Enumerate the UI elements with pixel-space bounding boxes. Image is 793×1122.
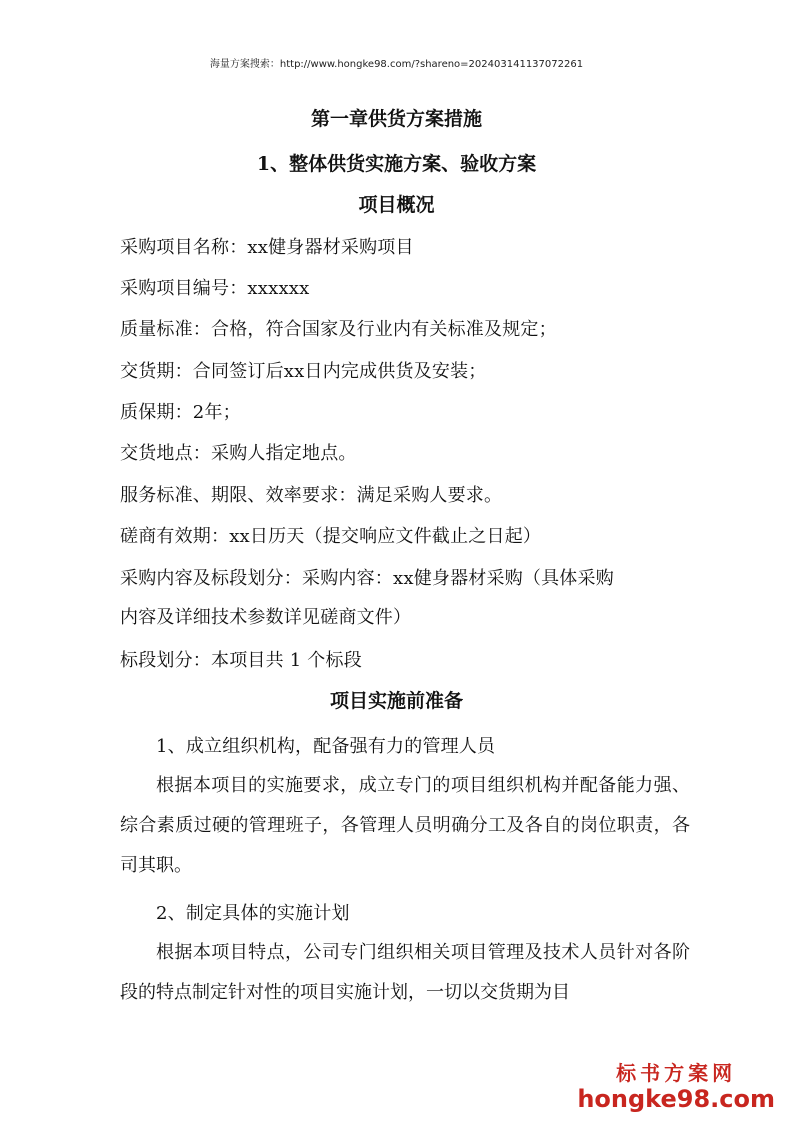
prep-heading: 项目实施前准备 xyxy=(329,690,463,712)
overview-line-service-standard: 服务标准、期限、效率要求：满足采购人要求。 xyxy=(120,485,503,506)
header-url: 海量方案搜索：http://www.hongke98.com/?shareno=2024031411370722​61 xyxy=(209,59,584,70)
overview-line-quality: 质量标准：合格，符合国家及行业内有关标准及规定； xyxy=(120,319,557,340)
overview-line-content-cont: 内容及详细技术参数详见磋商文件） xyxy=(120,607,412,628)
overview-line-project-name: 采购项目名称：xx健身器材采购项目 xyxy=(120,237,414,258)
watermark-title: 标书方案网 xyxy=(616,1061,737,1085)
overview-line-project-number: 采购项目编号：xxxxxx xyxy=(120,278,310,299)
overview-line-content: 采购内容及标段划分：采购内容：xx健身器材采购（具体采购 xyxy=(120,568,614,589)
overview-line-delivery-place: 交货地点：采购人指定地点。 xyxy=(120,443,357,464)
watermark-logo xyxy=(577,1057,775,1112)
chapter-title: 第一章供货方案措施 xyxy=(310,108,482,130)
watermark-domain: hongke98.com xyxy=(577,1085,775,1113)
section-title: 1、整体供货实施方案、验收方案 xyxy=(256,153,537,175)
prep-item1-body: 根据本项目的实施要求，成立专门的项目组织机构并配备能力强、综合素质过硬的管理班子，各管理人员明确分工及各自的岗位职责，各司其职。 xyxy=(120,775,690,876)
overview-line-lots: 标段划分：本项目共 1 个标段 xyxy=(120,650,362,671)
overview-line-delivery-period: 交货期：合同签订后xx日内完成供货及安装； xyxy=(120,361,487,382)
prep-item1-heading: 1、成立组织机构，配备强有力的管理人员 xyxy=(156,736,496,757)
overview-line-warranty: 质保期：2年； xyxy=(120,402,241,423)
prep-item2-heading: 2、制定具体的实施计划 xyxy=(156,903,350,924)
overview-heading: 项目概况 xyxy=(358,194,435,216)
prep-item2-body: 根据本项目特点，公司专门组织相关项目管理及技术人员针对各阶段的特点制定针对性的项目实施计划，一切以交货期为目 xyxy=(120,942,690,1003)
overview-line-validity: 磋商有效期：xx日历天（提交响应文件截止之日起） xyxy=(120,526,542,547)
